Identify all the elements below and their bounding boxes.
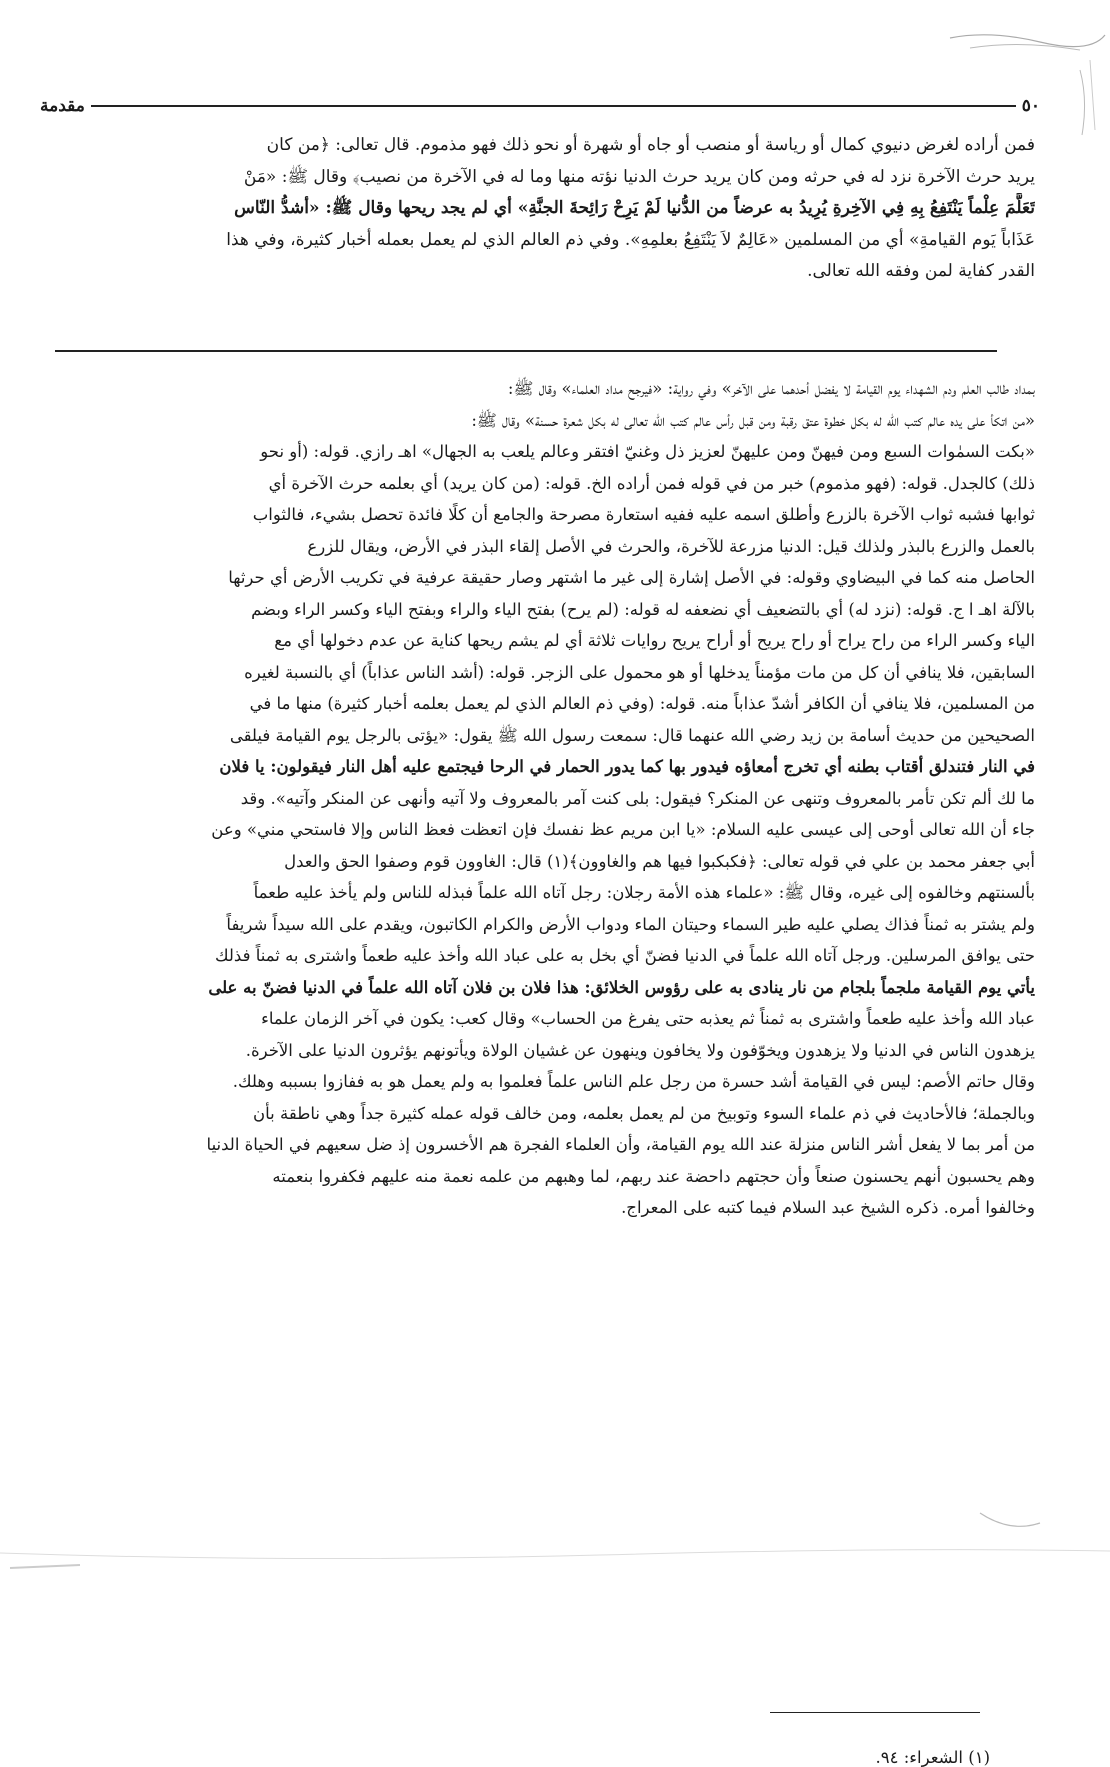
note-line: يزهدون الناس في الدنيا ولا يزهدون ويخوّفون ولا يخافون وينهون عن غشيان الولاة ويأتونهم يؤثرون الدنيا على الآخرة. xyxy=(245,1040,1035,1060)
note-line: جاء أن الله تعالى أوحى إلى عيسى عليه السلام: «يا ابن مريم عظ نفسك فإن اتعظت فعظ الناس وإلا فاستحي مني» وعن xyxy=(211,820,1035,839)
note-line: من المسلمين، فلا ينافي أن الكافر أشدّ عذاباً منه. قوله: (وفي ذم العالم الذي لم يعمل بعلمه أخبار كثيرة) منها ما في xyxy=(249,694,1035,713)
note-line: عباد الله وأخذ عليه طعماً واشترى به ثمناً ثم يعذبه حتى يفرغ من الحساب» وقال كعب: يكون في آخر الزمان علماء xyxy=(261,1009,1035,1028)
note-line: وبالجملة؛ فالأحاديث في ذم علماء السوء وتوبيخ من لم يعمل بعلمه، ومن خالف قوله عمله كثيرة جداً وهي ناطقة بأن xyxy=(253,1103,1035,1123)
note-line: الصحيحين من حديث أسامة بن زيد رضي الله عنهما قال: سمعت رسول الله ﷺ يقول: «يؤتى بالرجل يوم القيامة فيلقى xyxy=(229,725,1035,745)
page-number: ٥٠ xyxy=(1021,96,1040,116)
main-line: عَذَاباً يَوم القيامةِ» أي من المسلمين «عَالِمٌ لاَ يَنْتَفِعُ بعلمِهِ». وفي ذم العالم الذي لم يعمل بعمله أخبار كثيرة، وفي هذا xyxy=(226,229,1035,250)
section-title: مقدمة xyxy=(40,96,85,116)
note-line: يأتي يوم القيامة ملجماً بلجام من نار ينادى به على رؤوس الخلائق: هذا فلان بن فلان آتاه الله علماً في الدنيا فضنّ به على xyxy=(208,977,1035,997)
note-line: وخالفوا أمره. ذكره الشيخ عبد السلام فيما كتبه على المعراج. xyxy=(621,1198,1035,1217)
note-line: بالعمل والزرع بالبذر ولذلك قيل: الدنيا مزرعة للآخرة، والحرث في الأصل إلقاء البذر في الأرض، ويقال للزرع xyxy=(307,536,1035,556)
footnote: (١) الشعراء: ٩٤. xyxy=(875,1748,990,1767)
note-line: ما لك ألم تكن تأمر بالمعروف وتنهى عن المنكر؟ فيقول: بلى كنت آمر بالمعروف ولا آتيه وأنهى عن المنكر وآتيه». وقد xyxy=(240,788,1035,808)
note-line: ذلك) كالجدل. قوله: (فهو مذموم) خبر من في قوله فمن أراده الخ. قوله: (من كان يريد) أي بعلمه حرث الآخرة أي xyxy=(268,473,1035,493)
main-line: يريد حرث الآخرة نزد له في حرثه ومن كان يريد حرث الدنيا نؤته منها وما له في الآخرة من نصيب﴾ وقال ﷺ: «مَنْ xyxy=(243,166,1035,187)
note-line: بمداد طالب العلم ودم الشهداء يوم القيامة لا يفضل أحدهما على الآخر» وفي رواية: «فيرجح مداد العلماء» وقال ﷺ: xyxy=(507,379,1035,398)
page-header xyxy=(40,94,1040,118)
note-line: حتى يوافق المرسلين. ورجل آتاه الله علماً في الدنيا فضنّ أي بخل به على عباد الله وأخذ عليه طعماً واشترى به ثمناً فذلك xyxy=(214,946,1035,965)
main-text xyxy=(50,130,1035,288)
header-rule xyxy=(91,105,1016,107)
section-divider xyxy=(55,350,997,352)
main-line: القدر كفاية لمن وفقه الله تعالى. xyxy=(807,261,1035,281)
note-line: الحاصل منه كما في البيضاوي وقوله: في الأصل إشارة إلى غير ما اشتهر وصار حقيقة عرفية في تكريب الأرض أي حرثها xyxy=(228,568,1035,587)
note-line: وهم يحسبون أنهم يحسنون صنعاً وأن حجتهم داحضة عند ربهم، لما وهبهم من علمه نعمة منه عليهم فكفروا بنعمته xyxy=(272,1166,1035,1186)
scan-edge-artifact xyxy=(930,20,1110,140)
scan-bottom-artifact xyxy=(0,1493,1110,1583)
note-line: الياء وكسر الراء من راح يراح أو راح يريح أو أراح يريح روايات ثلاثة أي لم يشم ريحها كناية عن عدم دخولها أي مع xyxy=(274,631,1035,650)
note-line: ولم يشتر به ثمناً فذاك يصلي عليه طير السماء وحيتان الماء ودواب الأرض والكرام الكاتبون، ويقدم على الله سيداً شريفاً xyxy=(226,914,1035,934)
note-line: بالآلة اهـ ا ج. قوله: (نزد له) أي بالتضعيف أي نضعفه له قوله: (لم يرح) بفتح الياء والراء وبفتح الياء وكسر الراء وبضم xyxy=(251,599,1035,619)
note-line: أبي جعفر محمد بن علي في قوله تعالى: ﴿فكبكبوا فيها هم والغاوون﴾(١) قال: الغاوون قوم وصفوا الحق والعدل xyxy=(284,851,1035,871)
commentary-text xyxy=(50,373,1035,1224)
footnote-rule xyxy=(770,1712,980,1713)
note-line: في النار فتندلق أقتاب بطنه أي تخرج أمعاؤه فيدور بها كما يدور الحمار في الرحا فيجتمع عليه أهل النار فيقولون: يا فلان xyxy=(219,757,1035,776)
note-line: ثوابها فشبه ثواب الآخرة بالزرع وأطلق اسمه عليه ففيه استعارة مصرحة والجامع أن كلًا فائدة تحصل بشيء، فالثواب xyxy=(252,505,1035,524)
note-line: بألسنتهم وخالفوه إلى غيره، وقال ﷺ: «علماء هذه الأمة رجلان: رجل آتاه الله علماً فبذله للناس ولم يأخذ عليه طعماً xyxy=(253,883,1035,902)
note-line: «من اتكأ على يده عالم كتب الله له بكل خطوة عتق رقبة ومن قبل رأس عالم كتب الله تعالى له بكل شعرة حسنة» وقال ﷺ: xyxy=(471,410,1035,430)
note-line: من أمر بما لا يفعل أشر الناس منزلة عند الله يوم القيامة، وأن العلماء الفجرة هم الأخسرون إذ ضل سعيهم في الحياة الدنيا xyxy=(206,1135,1035,1154)
main-line: فمن أراده لغرض دنيوي كمال أو رياسة أو منصب أو جاه أو شهرة أو نحو ذلك فهو مذموم. قال تعالى: ﴿من كان xyxy=(266,135,1035,155)
main-line: تَعَلَّمَ عِلْماً يَنْتَفِعُ بِهِ فِي الآخِرةِ يُرِيدُ به عرضاً من الدُّنيا لَمْ يَرِحْ رَائِحةَ الجنَّةِ» أي لم يجد ريحها وقال ﷺ: «أشدُّ النّاس xyxy=(234,198,1035,218)
note-line: وقال حاتم الأصم: ليس في القيامة أشد حسرة من رجل علم الناس علماً فعلموا به ولم يعمل هو به ففازوا بسببه وهلك. xyxy=(232,1072,1035,1091)
note-line: السابقين، فلا ينافي أن كل من مات مؤمناً يدخلها أو هو محمول على الزجر. قوله: (أشد الناس عذاباً) أي بالنسبة لغيره xyxy=(244,662,1035,682)
note-line: «بكت السمٰوات السبع ومن فيهنّ ومن عليهنّ لعزيز ذل وغنيّ افتقر وعالم يلعب به الجهال» اهـ رازي. قوله: (أو نحو xyxy=(260,442,1035,461)
